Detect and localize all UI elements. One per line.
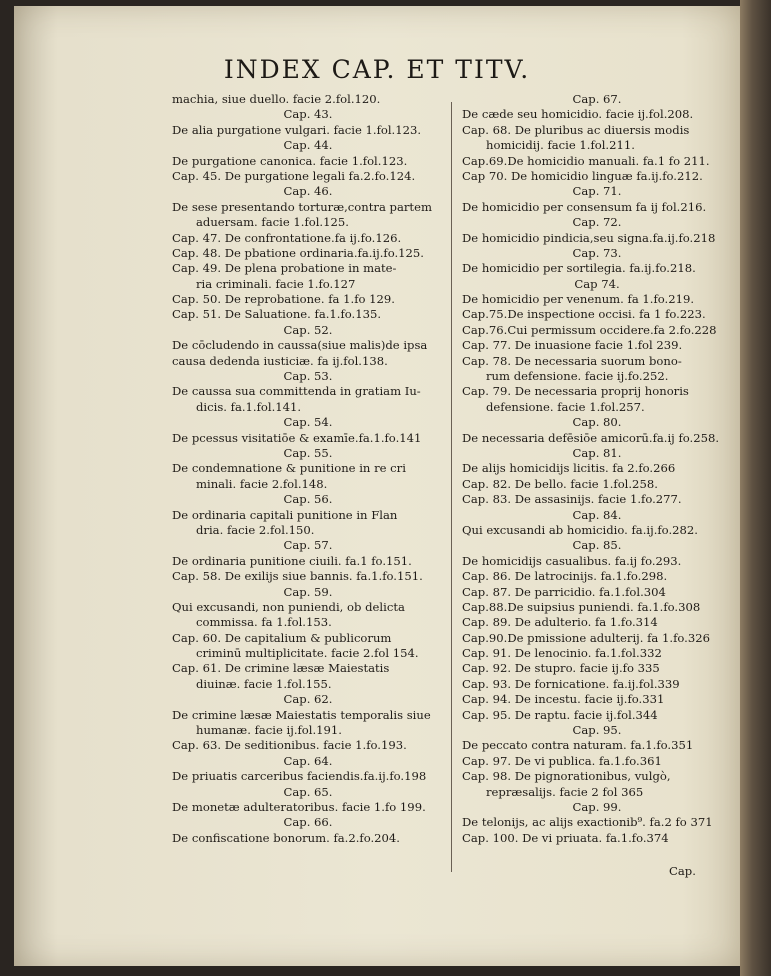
index-entry: De condemnatione & punitione in re cri (172, 461, 406, 476)
index-entry: Cap. 45. De purgatione legali fa.2.fo.124. (172, 168, 416, 183)
index-entry: Cap. 49. De plena probatione in mate- (172, 261, 397, 276)
index-entry: Cap. 62. (283, 692, 333, 707)
index-entry: Cap. 56. (283, 492, 333, 507)
index-entry: Cap. 58. De exilijs siue bannis. fa.1.fo.151. (172, 569, 423, 584)
index-column-right (462, 92, 732, 846)
index-entry: De homicidio per consensum fa ij fol.216. (462, 199, 707, 214)
index-entry: Cap. 54. (283, 415, 333, 430)
index-entry: Qui excusandi ab homicidio. fa.ij.fo.282. (462, 522, 698, 537)
index-entry: rum defensione. facie ij.fo.252. (486, 369, 669, 384)
index-entry: De telonijs, ac alijs exactionib⁹. fa.2 fo 371 (462, 815, 713, 830)
index-entry: Cap. 91. De lenocinio. fa.1.fol.332 (462, 646, 662, 661)
column-divider (451, 102, 452, 872)
index-entry: De necessaria defēsiōe amicorū.fa.ij fo.258. (462, 430, 720, 445)
index-entry: Cap. 52. (283, 322, 333, 337)
index-entry: Cap. 94. De incestu. facie ij.fo.331 (462, 692, 665, 707)
index-entry: Cap. 57. (283, 538, 333, 553)
index-entry: De alijs homicidijs licitis. fa 2.fo.266 (462, 461, 676, 476)
index-entry: Cap 74. (574, 276, 620, 291)
book-edge (740, 0, 771, 976)
index-entry: Cap. 95. (572, 723, 622, 738)
index-entry: homicidij. facie 1.fol.211. (486, 138, 635, 153)
index-entry: repræsalijs. facie 2 fol 365 (486, 784, 644, 799)
index-entry: Cap. 85. (572, 538, 622, 553)
index-entry: De purgatione canonica. facie 1.fol.123. (172, 153, 408, 168)
index-entry: Cap. 44. (283, 138, 333, 153)
index-entry: Cap. 63. De seditionibus. facie 1.fo.193. (172, 738, 407, 753)
catchword: Cap. (669, 864, 696, 878)
index-entry: Cap. 81. (572, 445, 622, 460)
index-entry: Cap. 46. (283, 184, 333, 199)
index-entry: Cap. 51. De Saluatione. fa.1.fo.135. (172, 307, 382, 322)
index-entry: De alia purgatione vulgari. facie 1.fol.123. (172, 122, 422, 137)
index-entry: Cap. 95. De raptu. facie ij.fol.344 (462, 707, 658, 722)
index-entry: Cap. 77. De inuasione facie 1.fol 239. (462, 338, 683, 353)
index-entry: Cap. 87. De parricidio. fa.1.fol.304 (462, 584, 666, 599)
index-entry: commissa. fa 1.fol.153. (196, 615, 332, 630)
index-entry: Cap. 71. (572, 184, 622, 199)
index-entry: minali. facie 2.fol.148. (196, 476, 328, 491)
index-entry: De caussa sua committenda in gratiam Iu- (172, 384, 421, 399)
index-entry: Cap. 64. (283, 753, 333, 768)
index-entry: Cap. 86. De latrocinijs. fa.1.fo.298. (462, 569, 668, 584)
index-entry: Cap. 67. (572, 92, 622, 106)
index-entry: Cap.76.Cui permissum occidere.fa 2.fo.228 (462, 322, 717, 337)
index-entry: aduersam. facie 1.fol.125. (196, 215, 349, 230)
index-entry: De homicidijs casualibus. fa.ij fo.293. (462, 553, 682, 568)
index-entry: Cap. 100. De vi priuata. fa.1.fo.374 (462, 830, 669, 845)
index-entry: Cap. 80. (572, 415, 622, 430)
index-entry: Cap. 79. De necessaria proprij honoris (462, 384, 689, 399)
index-entry: Cap. 93. De fornicatione. fa.ij.fol.339 (462, 676, 680, 691)
index-entry: Cap. 89. De adulterio. fa 1.fo.314 (462, 615, 658, 630)
index-entry: De crimine læsæ Maiestatis temporalis siue (172, 707, 431, 722)
index-entry: Cap. 60. De capitalium & publicorum (172, 630, 392, 645)
index-entry: De ordinaria punitione ciuili. fa.1 fo.151. (172, 553, 412, 568)
index-entry: Cap. 73. (572, 245, 622, 260)
index-entry: Cap. 98. De pignorationibus, vulgò, (462, 769, 671, 784)
index-entry: Cap. 50. De reprobatione. fa 1.fo 129. (172, 292, 395, 307)
index-entry: Cap. 55. (283, 445, 333, 460)
index-entry: causa dedenda iusticiæ. fa ij.fol.138. (172, 353, 388, 368)
index-entry: De pcessus visitatiōe & examīe.fa.1.fo.141 (172, 430, 422, 445)
index-entry: De sese presentando torturæ,contra partem (172, 199, 432, 214)
index-entry: De monetæ adulteratoribus. facie 1.fo 199. (172, 799, 426, 814)
index-entry: Cap. 68. De pluribus ac diuersis modis (462, 122, 690, 137)
index-entry: Cap. 99. (572, 799, 622, 814)
index-entry: Cap. 72. (572, 215, 622, 230)
index-entry: dicis. fa.1.fol.141. (196, 399, 302, 414)
index-entry: De confiscatione bonorum. fa.2.fo.204. (172, 830, 400, 845)
index-entry: Cap. 66. (283, 815, 333, 830)
index-entry: De ordinaria capitali punitione in Flan (172, 507, 398, 522)
index-entry: Cap. 61. De crimine læsæ Maiestatis (172, 661, 390, 676)
index-entry: Cap. 78. De necessaria suorum bono- (462, 353, 682, 368)
running-head: INDEX CAP. ET TITV. (223, 55, 531, 84)
index-entry: diuinæ. facie 1.fol.155. (196, 676, 332, 691)
index-entry: humanæ. facie ij.fol.191. (196, 723, 342, 738)
index-entry: Cap.75.De inspectione occisi. fa 1 fo.223. (462, 307, 706, 322)
index-entry: Cap. 92. De stupro. facie ij.fo 335 (462, 661, 660, 676)
index-entry: defensione. facie 1.fol.257. (486, 399, 645, 414)
index-entry: Cap. 82. De bello. facie 1.fol.258. (462, 476, 658, 491)
index-entry: Cap. 47. De confrontatione.fa ij.fo.126. (172, 230, 402, 245)
index-entry: De homicidio per venenum. fa 1.fo.219. (462, 292, 695, 307)
index-entry: De priuatis carceribus faciendis.fa.ij.fo.198 (172, 769, 427, 784)
index-entry: machia, siue duello. facie 2.fol.120. (172, 92, 381, 106)
index-entry: Cap 70. De homicidio linguæ fa.ij.fo.212. (462, 168, 703, 183)
index-entry: Cap. 43. (283, 107, 333, 122)
index-entry: De homicidio per sortilegia. fa.ij.fo.218. (462, 261, 696, 276)
index-entry: De cōcludendo in caussa(siue malis)de ipsa (172, 338, 428, 353)
index-entry: Cap.90.De pmissione adulterij. fa 1.fo.326 (462, 630, 710, 645)
index-entry: Cap.69.De homicidio manuali. fa.1 fo 211. (462, 153, 710, 168)
index-entry: dria. facie 2.fol.150. (196, 522, 315, 537)
book-page (14, 6, 740, 966)
index-entry: ria criminali. facie 1.fo.127 (196, 276, 356, 291)
index-entry: De cæde seu homicidio. facie ij.fol.208. (462, 107, 694, 122)
index-entry: Qui excusandi, non puniendi, ob delicta (172, 599, 405, 614)
index-entry: criminū multiplicitate. facie 2.fol 154. (196, 646, 419, 661)
index-entry: Cap. 97. De vi publica. fa.1.fo.361 (462, 753, 662, 768)
index-entry: Cap. 83. De assasinijs. facie 1.fo.277. (462, 492, 682, 507)
index-entry: De homicidio pindicia,seu signa.fa.ij.fo.218 (462, 230, 716, 245)
index-entry: De peccato contra naturam. fa.1.fo.351 (462, 738, 694, 753)
index-entry: Cap. 84. (572, 507, 622, 522)
index-entry: Cap.88.De suipsius puniendi. fa.1.fo.308 (462, 599, 701, 614)
index-column-left (172, 92, 444, 846)
index-entry: Cap. 59. (283, 584, 333, 599)
index-entry: Cap. 48. De pbatione ordinaria.fa.ij.fo.125. (172, 245, 424, 260)
index-entry: Cap. 65. (283, 784, 333, 799)
index-entry: Cap. 53. (283, 369, 333, 384)
